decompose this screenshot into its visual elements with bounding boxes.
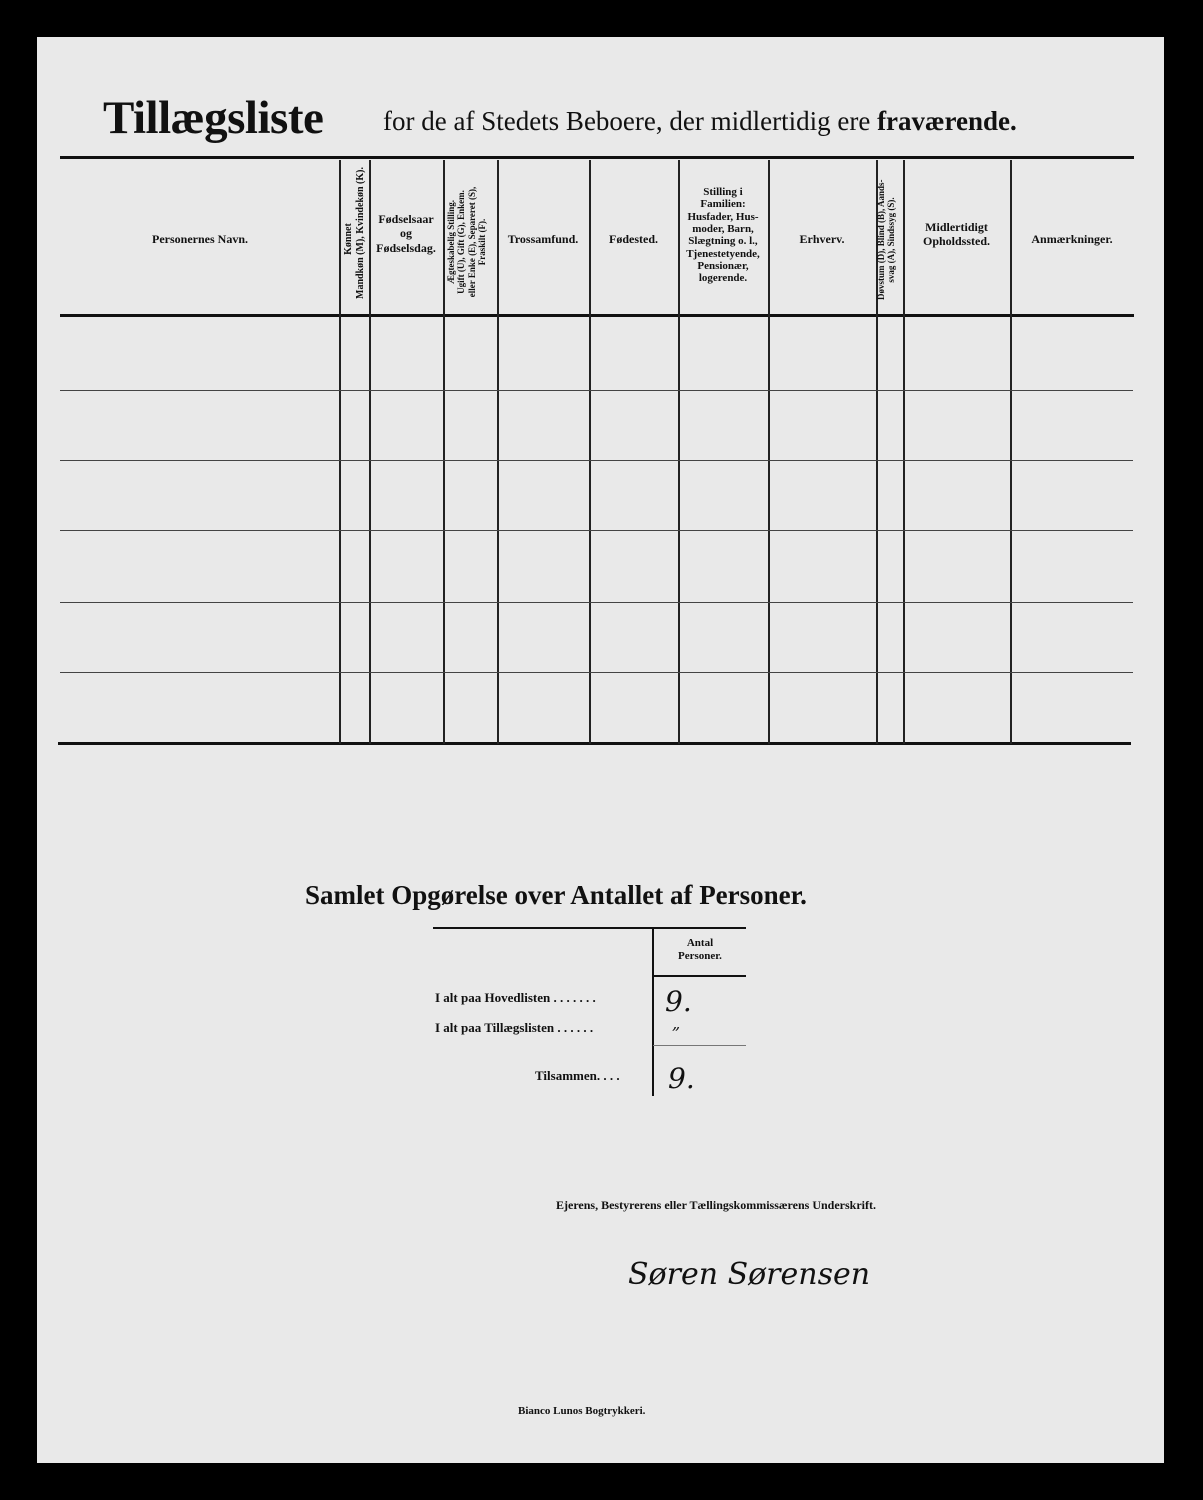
summary-row-tillaegslisten-label: I alt paa Tillægslisten . . . . . . (435, 1020, 594, 1035)
header-opholdssted: Midlertidigt Opholdssted. (922, 220, 991, 249)
signature: Søren Sørensen (628, 1257, 871, 1292)
header-navn: Personernes Navn. (152, 232, 248, 246)
header-stilling: Stilling i Familien: Husfader, Hus- moder, Barn, Slægtning o. l., Tjenestetyende, Pensionær, logerende. (686, 186, 760, 285)
header-erhverv: Erhverv. (799, 232, 845, 246)
signature-caption: Ejerens, Bestyrerens eller Tællingskommissærens Underskrift. (556, 1198, 876, 1212)
header-kjonnet: Kønnet Mandkøn (M), Kvindekøn (343, 186, 366, 299)
header-fodested: Fødested. (609, 232, 658, 246)
summary-row-tilsammen-value: 9. (668, 1062, 695, 1095)
column-divider (443, 160, 445, 744)
row-line (60, 530, 1133, 531)
table-bottom-rule (58, 742, 1131, 745)
row-line (60, 672, 1133, 673)
header-dovstum: Døvstum (D), Blind (B), Aands- svag (A), Sindssyg (S). (876, 179, 897, 300)
summary-header-rule (653, 975, 746, 977)
row-line (60, 390, 1133, 391)
row-line (60, 602, 1133, 603)
header-trossamfund: Trossamfund. (507, 232, 579, 246)
printer-imprint: Bianco Lunos Bogtrykkeri. (518, 1405, 646, 1417)
column-divider (497, 160, 499, 744)
header-bottom-rule (60, 314, 1134, 317)
summary-subtotal-rule (653, 1045, 746, 1046)
summary-row-tilsammen-label: Tilsammen. . . . (535, 1068, 620, 1083)
subtitle-emphasis: fraværende. (877, 106, 1017, 136)
summary-row-tillaegslisten-value: „ (672, 1014, 681, 1033)
census-form-page (37, 37, 1164, 1463)
table-top-rule (60, 156, 1134, 159)
column-divider (1010, 160, 1012, 744)
summary-row-hovedlisten-value: 9. (665, 985, 692, 1018)
header-fodselsaar: Fødselsaar og Fødselsdag. (376, 212, 436, 255)
summary-top-rule (433, 927, 746, 929)
column-divider (339, 160, 341, 744)
column-divider (768, 160, 770, 744)
summary-title: Samlet Opgørelse over Antallet af Personer. (305, 880, 807, 910)
header-aegteskab: Ægteskabelig Stilling. Ugift (U), Gift (G), Enkem. eller Enke (E), Separeret (S), Fraskilt (F). (446, 186, 488, 298)
column-divider (589, 160, 591, 744)
summary-divider (652, 928, 654, 1096)
header-anmaerkninger: Anmærkninger. (1031, 232, 1113, 246)
row-line (60, 460, 1133, 461)
summary-count-header: Antal Personer. (678, 937, 722, 963)
form-subtitle (383, 108, 1017, 135)
form-title: Tillægsliste (103, 92, 324, 144)
subtitle-prefix: for de af Stedets Beboere, der midlertidig ere (383, 106, 871, 136)
summary-row-hovedlisten-label: I alt paa Hovedlisten . . . . . . . (435, 990, 596, 1005)
